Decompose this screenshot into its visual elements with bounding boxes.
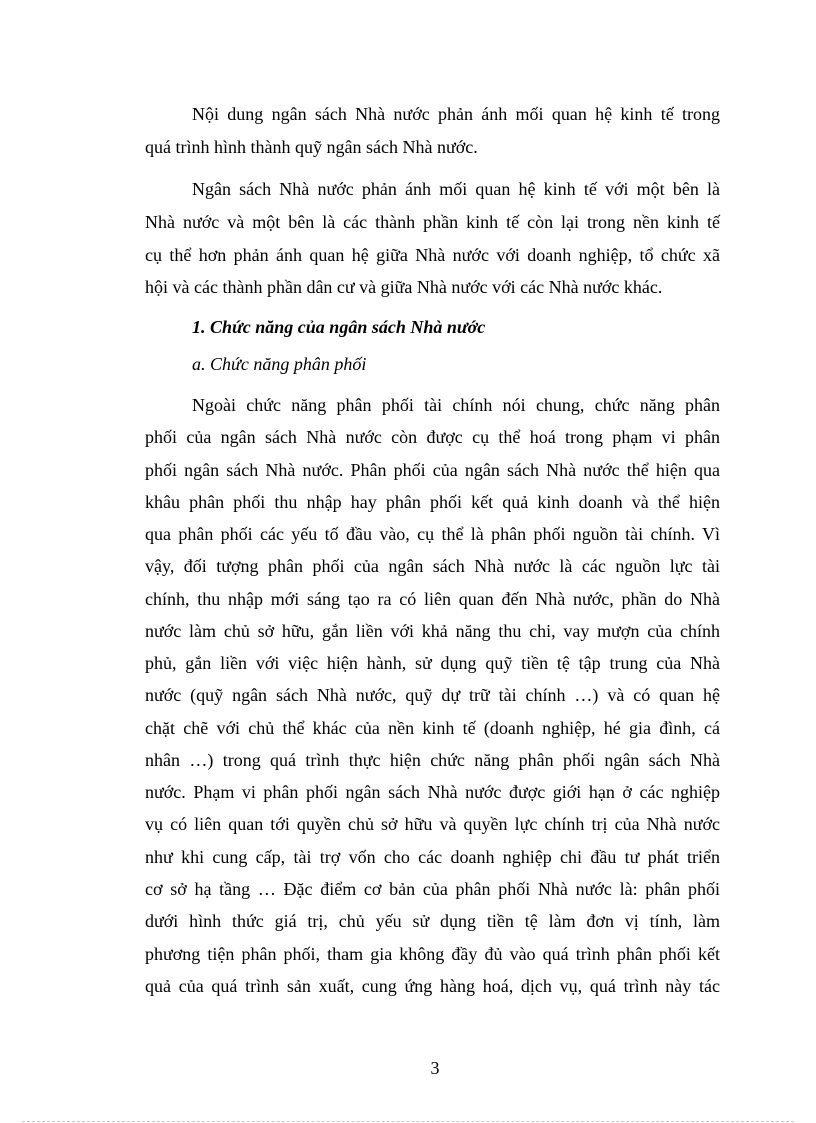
paragraph-3-line-6: vậy, đối tượng phân phối của ngân sách Nhà nước là các nguồn lực tài	[145, 556, 720, 576]
subsection-heading: a. Chức năng phân phối	[192, 354, 367, 374]
paragraph-3-line-15: như khi cung cấp, tài trợ vốn cho các doanh nghiệp chi đầu tư phát triển	[145, 847, 720, 867]
page-number: 3	[430, 1058, 440, 1078]
paragraph-3-line-5: qua phân phối các yếu tố đầu vào, cụ thể là phân phối nguồn tài chính. Vì	[145, 524, 720, 544]
section-heading: 1. Chức năng của ngân sách Nhà nước	[192, 317, 486, 337]
paragraph-3-line-3: phối ngân sách Nhà nước. Phân phối của ngân sách Nhà nước thể hiện qua	[145, 460, 720, 480]
paragraph-2-line-3: cụ thể hơn phản ánh quan hệ giữa Nhà nước với doanh nghiệp, tổ chức xã	[145, 245, 720, 265]
paragraph-3-line-18: phương tiện phân phối, tham gia không đầy đủ vào quá trình phân phối kết	[145, 944, 720, 964]
paragraph-2-line-1: Ngân sách Nhà nước phản ánh mối quan hệ kinh tế với một bên là	[192, 179, 720, 199]
paragraph-3-line-10: nước (quỹ ngân sách Nhà nước, quỹ dự trữ tài chính …) và có quan hệ	[145, 685, 720, 705]
paragraph-3-line-1: Ngoài chức năng phân phối tài chính nói chung, chức năng phân	[192, 395, 720, 415]
paragraph-3-line-4: khâu phân phối thu nhập hay phân phối kết quả kinh doanh và thể hiện	[145, 492, 720, 512]
paragraph-3-line-2: phối của ngân sách Nhà nước còn được cụ thể hoá trong phạm vi phân	[145, 427, 720, 447]
paragraph-3-line-8: nước làm chủ sở hữu, gắn liền với khả năng thu chi, vay mượn của chính	[145, 621, 720, 641]
page-bottom-rule	[22, 1121, 794, 1122]
paragraph-3-line-14: vụ có liên quan tới quyền chủ sở hữu và quyền lực chính trị của Nhà nước	[145, 814, 720, 834]
paragraph-3-line-16: cơ sở hạ tầng … Đặc điểm cơ bản của phân phối Nhà nước là: phân phối	[145, 879, 720, 899]
paragraph-3-line-19: quả của quá trình sản xuất, cung ứng hàng hoá, dịch vụ, quá trình này tác	[145, 976, 720, 996]
paragraph-3-line-13: nước. Phạm vi phân phối ngân sách Nhà nước được giới hạn ở các nghiệp	[145, 782, 720, 802]
paragraph-3-line-9: phủ, gắn liền với việc hiện hành, sử dụng quỹ tiền tệ tập trung của Nhà	[145, 653, 720, 673]
paragraph-3-line-7: chính, thu nhập mới sáng tạo ra có liên quan đến Nhà nước, phần do Nhà	[145, 589, 720, 609]
paragraph-2-line-4: hội và các thành phần dân cư và giữa Nhà nước với các Nhà nước khác.	[145, 277, 663, 297]
paragraph-3-line-17: dưới hình thức giá trị, chủ yếu sử dụng tiền tệ làm đơn vị tính, làm	[145, 911, 720, 931]
paragraph-1-line-2: quá trình hình thành quỹ ngân sách Nhà nước.	[145, 137, 478, 157]
paragraph-1-line-1: Nội dung ngân sách Nhà nước phản ánh mối quan hệ kinh tế trong	[192, 104, 720, 124]
paragraph-3-line-11: chặt chẽ với chủ thể khác của nền kinh tế (doanh nghiệp, hé gia đình, cá	[145, 718, 720, 738]
paragraph-3-line-12: nhân …) trong quá trình thực hiện chức năng phân phối ngân sách Nhà	[145, 750, 720, 770]
paragraph-2-line-2: Nhà nước và một bên là các thành phần kinh tế còn lại trong nền kinh tế	[145, 212, 720, 232]
